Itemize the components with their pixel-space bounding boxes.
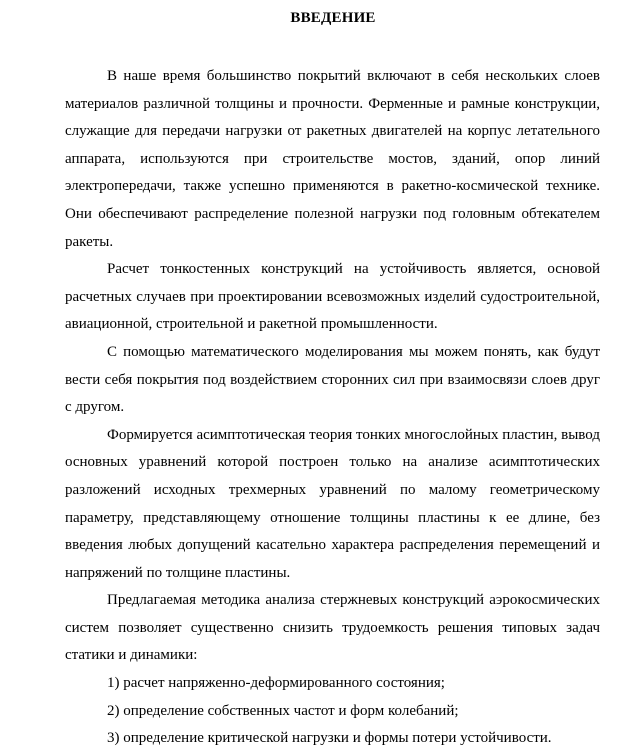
paragraph-2: Расчет тонкостенных конструкций на устойчивость является, основой расчетных случаев при проектировании всевозможных изделий судостроительной, авиационной, строительной и ракетной промышленности. [65,261,600,333]
page-title: ВВЕДЕНИЕ [290,10,376,26]
paragraph-3: С помощью математического моделирования мы можем понять, как будут вести себя покрытия под воздействием сторонних сил при взаимосвязи слоев друг с другом. [65,343,600,416]
paragraph-5: Предлагаемая методика анализа стержневых конструкций аэрокосмических систем позволяет существенно снизить трудоемкость решения типовых задач статики и динамики: [65,592,600,664]
list-item: 1) расчет напряженно-деформированного состояния; [107,675,445,692]
list-item: 2) определение собственных частот и форм колебаний; [107,702,459,719]
paragraph-4: Формируется асимптотическая теория тонких многослойных пластин, вывод основных уравнений которой построен только на анализе асимптотических разложений исходных трехмерных уравнений по малому геометрическому параметру, представляющему отношение толщины пластины к ее длине, без введения любых допущений касательно характера распределения перемещений и напряжений по толщине пластины. [65,426,600,581]
list-item: 3) определение критической нагрузки и формы потери устойчивости. [107,730,552,747]
paragraph-1: В наше время большинство покрытий включают в себя нескольких слоев материалов различной толщины и прочности. Ферменные и рамные конструкции, служащие для передачи нагрузки от ракетных двигателей на корпус летательного аппарата, используются при строительстве мостов, зданий, опор линий электропередачи, также успешно применяются в ракетно-космической технике. Они обеспечивают распределение полезной нагрузки под головным обтекателем ракеты. [65,68,600,250]
document-body [65,63,600,753]
task-list [65,670,600,753]
